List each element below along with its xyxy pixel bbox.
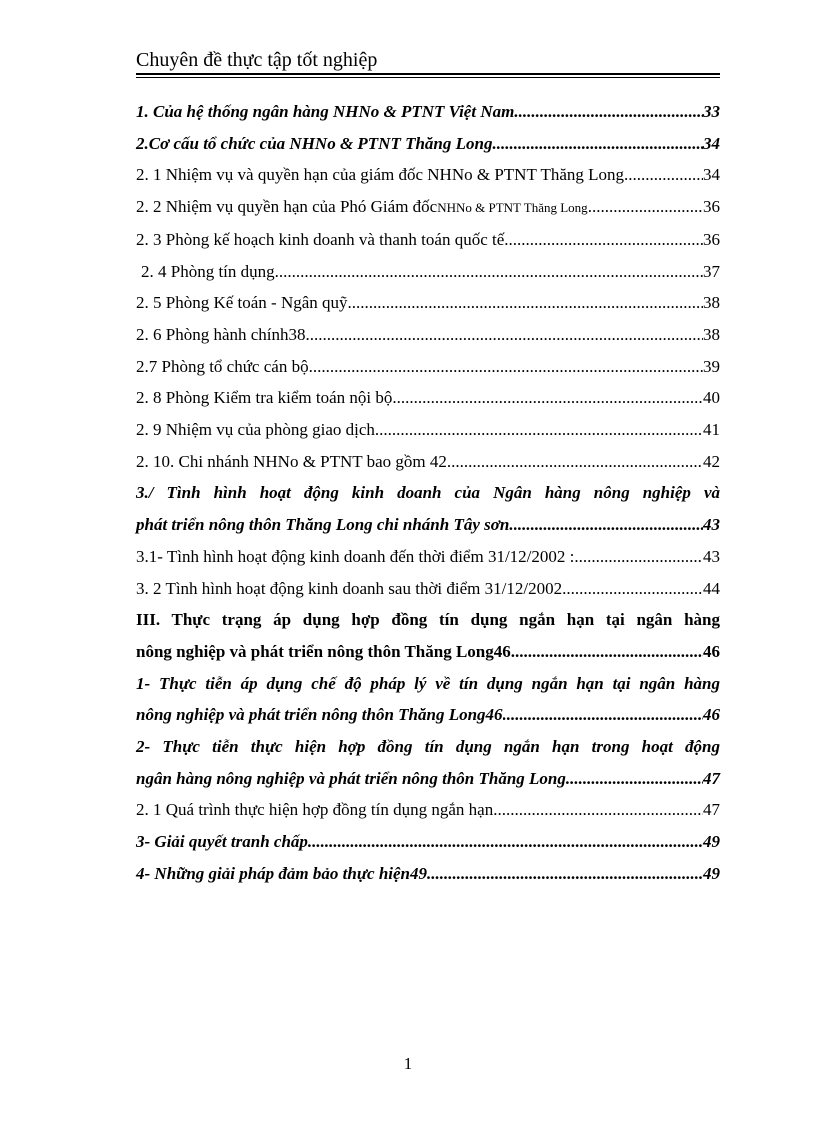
toc-page-number: 43 (703, 515, 720, 535)
toc-entry-title: 2. 8 Phòng Kiểm tra kiểm toán nội bộ. (136, 388, 397, 408)
toc-entry-line (136, 319, 720, 351)
toc-entry[interactable] (136, 287, 720, 319)
toc-entry[interactable] (136, 382, 720, 414)
toc-page-number: 38 (703, 324, 720, 344)
toc-dot-leader (509, 224, 703, 256)
toc-entry-title: 1. Của hệ thống ngân hàng NHNo & PTNT Việt Nam (136, 102, 515, 121)
toc-page-number: 44 (703, 578, 720, 598)
document-header (136, 48, 720, 72)
toc-dot-leader (427, 858, 703, 890)
toc-dot-leader (308, 826, 703, 858)
toc-entry-title: 2.Cơ cấu tổ chức của NHNo & PTNT Thăng Long (136, 133, 493, 153)
toc-entry[interactable] (136, 794, 720, 826)
toc-dot-leader (306, 319, 703, 351)
toc-entry-title: 3. 2 Tình hình hoạt động kinh doanh sau thời điểm 31/12/2002 (136, 578, 563, 598)
toc-entry-line (136, 826, 720, 858)
toc-page-number: 38 (703, 293, 720, 313)
toc-entry-line (136, 191, 720, 224)
toc-dot-leader (570, 763, 703, 795)
toc-entry-line (136, 668, 720, 700)
toc-entry[interactable] (136, 573, 720, 605)
toc-dot-leader (492, 128, 703, 160)
toc-entry-title: 2. 4 Phòng tín dụng. (141, 261, 279, 281)
toc-entry-line (136, 256, 720, 288)
toc-entry-title: 3- Giải quyết tranh chấp (136, 832, 308, 852)
toc-entry-title: ngân hàng nông nghiệp và phát triển nông thôn Thăng Long. (136, 768, 571, 788)
toc-entry-title: nông nghiệp và phát triển nông thôn Thăng Long46 (136, 705, 503, 725)
toc-page-number: 49 (703, 832, 720, 852)
toc-entry-title: 3./ Tình hình hoạt động kinh doanh của Ngân hàng nông nghiệp và (136, 483, 720, 503)
toc-entry-line (136, 604, 720, 636)
toc-entry-line (136, 731, 720, 763)
toc-entry-line (136, 351, 720, 383)
toc-dot-leader (279, 256, 703, 288)
toc-entry[interactable] (136, 826, 720, 858)
toc-page-number: 39 (703, 356, 720, 376)
table-of-contents (136, 96, 720, 890)
toc-entry-title: 4- Những giải pháp đảm bảo thực hiện49 (136, 863, 427, 883)
toc-entry[interactable] (136, 159, 720, 191)
toc-entry-line (136, 382, 720, 414)
toc-entry-title: 2. 3 Phòng kế hoạch kinh doanh và thanh toán quốc tế. (136, 229, 509, 249)
toc-dot-leader (379, 414, 703, 446)
toc-entry-title: 2. 6 Phòng hành chính38 (136, 324, 306, 344)
toc-entry-line (136, 477, 720, 509)
page-number (0, 1054, 816, 1074)
toc-entry-title: nông nghiệp và phát triển nông thôn Thăng Long46 (136, 641, 511, 661)
toc-page-number: 46 (703, 705, 720, 725)
toc-entry-title: 2. 2 Nhiệm vụ quyền hạn của Phó Giám đốc (136, 197, 438, 217)
toc-entry-line (136, 96, 720, 128)
toc-entry[interactable] (136, 224, 720, 256)
toc-entry-line (136, 573, 720, 605)
toc-page-number: 33 (703, 102, 720, 121)
toc-dot-leader (588, 191, 703, 223)
toc-entry[interactable] (136, 128, 720, 160)
toc-dot-leader (514, 509, 703, 541)
toc-entry-title: 2. 1 Quá trình thực hiện hợp đồng tín dụng ngắn hạn. (136, 800, 498, 820)
toc-dot-leader (574, 541, 703, 573)
toc-entry-line (136, 509, 720, 541)
toc-page-number: 37 (703, 261, 720, 281)
toc-entry[interactable] (136, 731, 720, 794)
toc-page-number: 46 (703, 641, 720, 661)
toc-entry-title: 2- Thực tiễn thực hiện hợp đồng tín dụng ngắn hạn trong hoạt động (136, 737, 720, 757)
toc-entry-title: 2. 1 Nhiệm vụ và quyền hạn của giám đốc NHNo & PTNT Thăng Long (136, 165, 625, 185)
toc-entry-title-small: NHNo & PTNT Thăng Long (437, 200, 588, 216)
toc-page-number: 41 (703, 420, 720, 440)
toc-entry-line (136, 636, 720, 668)
toc-entry[interactable] (136, 858, 720, 890)
toc-page-number: 34 (703, 165, 720, 185)
toc-entry[interactable] (136, 604, 720, 667)
toc-entry-title: 2.7 Phòng tổ chức cán bộ. (136, 356, 313, 376)
toc-entry-title: 3.1- Tình hình hoạt động kinh doanh đến thời điểm 31/12/2002 : (136, 546, 575, 566)
toc-entry[interactable] (136, 477, 720, 540)
toc-entry-title: 2. 9 Nhiệm vụ của phòng giao dịch. (136, 420, 380, 440)
header-rule-thin (136, 77, 720, 78)
toc-entry[interactable] (136, 668, 720, 731)
toc-page-number: 43 (703, 546, 720, 566)
toc-page-number: 47 (703, 800, 720, 820)
toc-entry-line (136, 794, 720, 826)
toc-page-number: 36 (703, 229, 720, 249)
toc-page-number: 40 (703, 388, 720, 408)
toc-dot-leader (447, 446, 703, 478)
toc-dot-leader (514, 96, 703, 128)
toc-dot-leader (511, 636, 703, 668)
toc-page-number: 34 (703, 133, 720, 153)
toc-entry-line (136, 287, 720, 319)
toc-entry-line (136, 414, 720, 446)
toc-dot-leader (624, 159, 703, 191)
toc-entry-line (136, 699, 720, 731)
toc-entry-line (136, 446, 720, 478)
toc-page-number: 36 (703, 197, 720, 217)
toc-entry-title: III. Thực trạng áp dụng hợp đồng tín dụng ngắn hạn tại ngân hàng (136, 610, 720, 630)
toc-dot-leader (503, 699, 703, 731)
toc-entry[interactable] (136, 541, 720, 573)
toc-entry-line (136, 159, 720, 191)
toc-entry-title: 2. 5 Phòng Kế toán - Ngân quỹ. (136, 293, 352, 313)
toc-entry-title: 2. 10. Chi nhánh NHNo & PTNT bao gồm 42 (136, 451, 447, 471)
toc-entry[interactable] (136, 96, 720, 128)
toc-entry[interactable] (136, 191, 720, 224)
toc-page-number: 47 (703, 768, 720, 788)
toc-entry[interactable] (136, 319, 720, 351)
toc-entry-line (136, 224, 720, 256)
toc-entry-title: 1- Thực tiễn áp dụng chế độ pháp lý về tín dụng ngắn hạn tại ngân hàng (136, 673, 720, 693)
header-rule-thick (136, 73, 720, 75)
toc-page-number: 42 (703, 451, 720, 471)
toc-entry[interactable] (136, 256, 720, 288)
toc-dot-leader (497, 794, 703, 826)
toc-page-number: 49 (703, 863, 720, 883)
toc-entry[interactable] (136, 351, 720, 383)
toc-entry[interactable] (136, 446, 720, 478)
page-number-text: 1 (403, 1054, 413, 1073)
toc-dot-leader (313, 351, 703, 383)
toc-entry-line (136, 763, 720, 795)
toc-entry-line (136, 128, 720, 160)
toc-entry-line (136, 858, 720, 890)
toc-entry-line (136, 541, 720, 573)
toc-dot-leader (352, 287, 703, 319)
toc-dot-leader (562, 573, 703, 605)
header-title: Chuyên đề thực tập tốt nghiệp (136, 49, 378, 71)
toc-entry[interactable] (136, 414, 720, 446)
toc-dot-leader (397, 382, 703, 414)
toc-entry-title: phát triển nông thôn Thăng Long chi nhánh Tây sơn. (136, 515, 514, 535)
